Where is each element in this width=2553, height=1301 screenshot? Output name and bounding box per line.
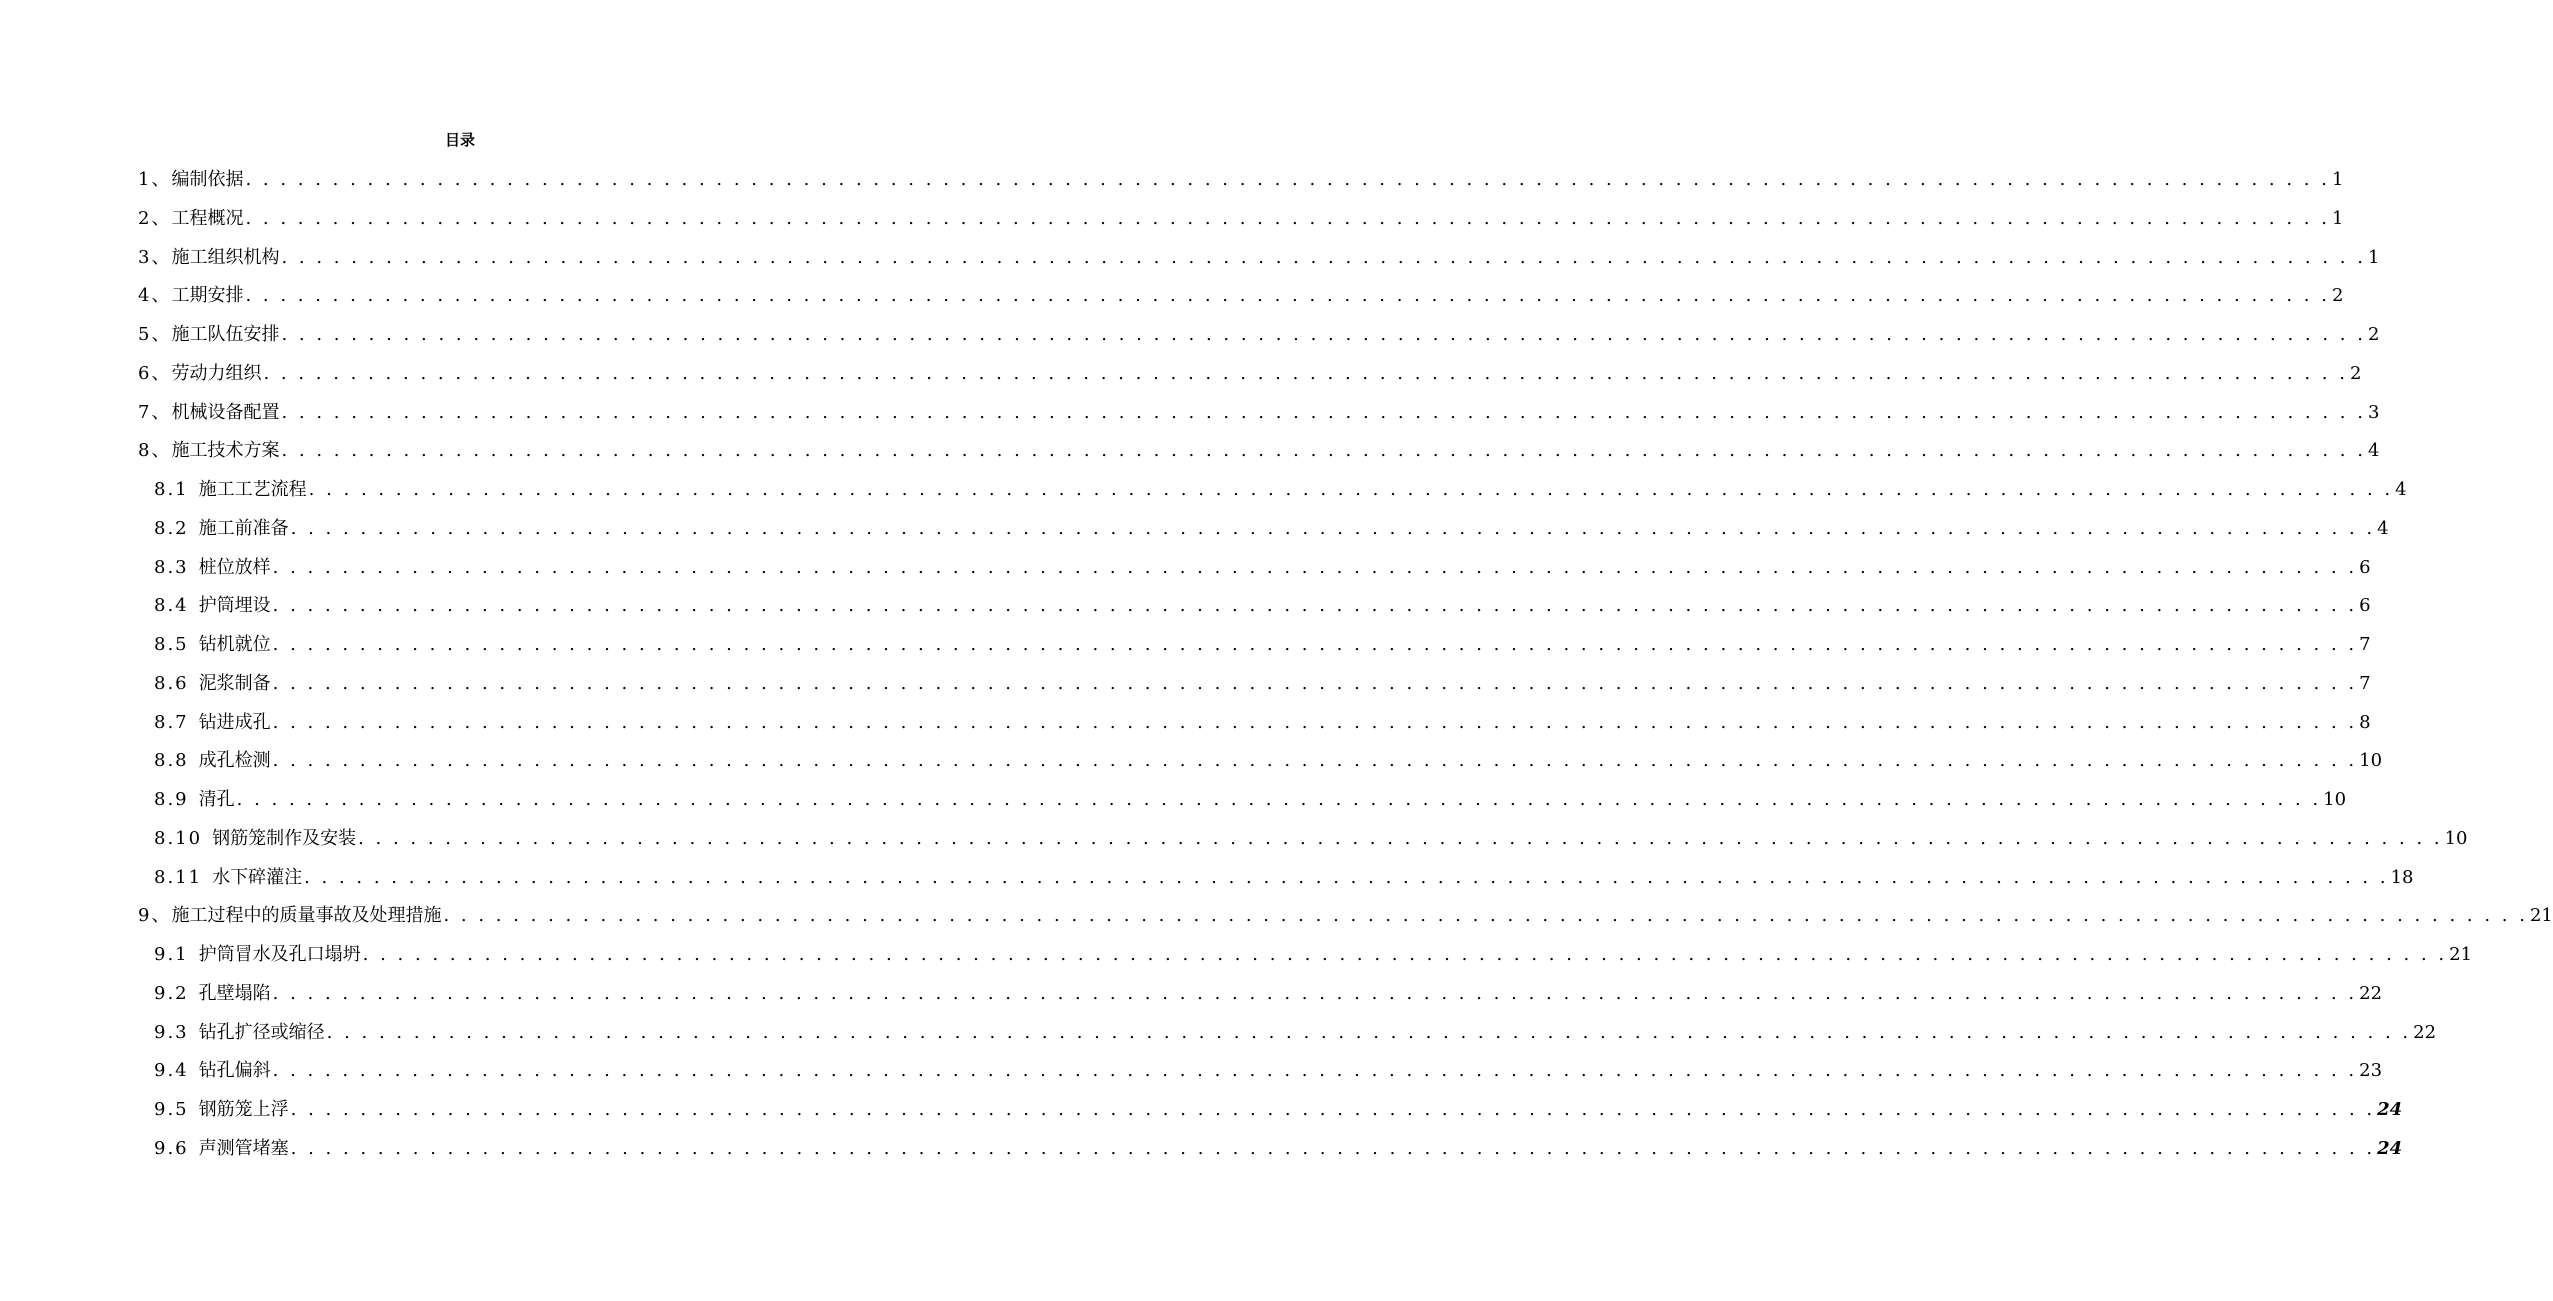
toc-dot-leader: . . . . . . . . . . . . . . . . . . . . . . . . . . . . . . . . . . . . . . . . . . . . . . . . . . . . . . . . . . . . . . . . . . . . . . . . . . . . . . . . . . . . . . . . . . . . . . . . . . . . . . . . . . . . . . . . . . . . . . . . xyxy=(272,982,2358,1004)
toc-entry-page-number: 10 xyxy=(2323,789,2347,810)
toc-entry-text: 桩位放样 xyxy=(198,556,271,578)
toc-dot-leader: . . . . . . . . . . . . . . . . . . . . . . . . . . . . . . . . . . . . . . . . . . . . . . . . . . . . . . . . . . . . . . . . . . . . . . . . . . . . . . . . . . . . . . . . . . . . . . . . . . . . . . . . . . . . . . . . . . . . . . . . xyxy=(304,866,2389,888)
toc-entry[interactable] xyxy=(138,476,2407,515)
toc-entry-number: 3、 xyxy=(138,246,172,268)
toc-entry-page-number: 4 xyxy=(2395,479,2407,500)
toc-entry[interactable] xyxy=(138,515,2389,554)
toc-entry-text: 成孔检测 xyxy=(198,750,271,772)
toc-entry-page-number: 7 xyxy=(2359,634,2371,655)
toc-entry-number: 4、 xyxy=(138,285,172,307)
toc-entry-page-number: 22 xyxy=(2359,982,2383,1004)
toc-entry-page-number: 23 xyxy=(2359,1060,2383,1082)
toc-entry[interactable] xyxy=(138,1057,2383,1096)
toc-entry[interactable] xyxy=(138,205,2344,244)
toc-entry[interactable] xyxy=(138,902,2553,941)
toc-entry-number: 9.3 xyxy=(154,1021,189,1043)
toc-entry-text: 施工工艺流程 xyxy=(198,479,307,500)
toc-entry-number: 8.7 xyxy=(154,711,189,733)
toc-entry[interactable] xyxy=(138,1135,2403,1174)
toc-entry-text: 施工前准备 xyxy=(198,517,289,539)
toc-entry-number: 8.5 xyxy=(154,634,189,655)
toc-dot-leader: . . . . . . . . . . . . . . . . . . . . . . . . . . . . . . . . . . . . . . . . . . . . . . . . . . . . . . . . . . . . . . . . . . . . . . . . . . . . . . . . . . . . . . . . . . . . . . . . . . . . . . . . . . . . . . . . . . . . . . . . xyxy=(290,517,2376,539)
toc-entry[interactable] xyxy=(138,980,2383,1019)
toc-entry[interactable] xyxy=(138,709,2371,748)
toc-dot-leader: . . . . . . . . . . . . . . . . . . . . . . . . . . . . . . . . . . . . . . . . . . . . . . . . . . . . . . . . . . . . . . . . . . . . . . . . . . . . . . . . . . . . . . . . . . . . . . . . . . . . . . . . . . . . . . . . . . . . . . . . xyxy=(272,595,2358,617)
toc-entry[interactable] xyxy=(138,321,2380,360)
toc-dot-leader: . . . . . . . . . . . . . . . . . . . . . . . . . . . . . . . . . . . . . . . . . . . . . . . . . . . . . . . . . . . . . . . . . . . . . . . . . . . . . . . . . . . . . . . . . . . . . . . . . . . . . . . . . . . . . . . . . . . . . . . . xyxy=(272,672,2358,694)
toc-entry[interactable] xyxy=(138,282,2344,321)
toc-entry-number: 8.6 xyxy=(154,672,189,694)
toc-entry-number: 2、 xyxy=(138,207,172,229)
toc-entry-text: 护筒冒水及孔口塌坍 xyxy=(198,944,361,965)
toc-dot-leader: . . . . . . . . . . . . . . . . . . . . . . . . . . . . . . . . . . . . . . . . . . . . . . . . . . . . . . . . . . . . . . . . . . . . . . . . . . . . . . . . . . . . . . . . . . . . . . . . . . . . . . . . . . . . . . . . . . . . . . . . xyxy=(290,1099,2376,1120)
toc-entry-page-number: 4 xyxy=(2377,517,2389,539)
toc-entry[interactable] xyxy=(138,1019,2437,1058)
toc-dot-leader: . . . . . . . . . . . . . . . . . . . . . . . . . . . . . . . . . . . . . . . . . . . . . . . . . . . . . . . . . . . . . . . . . . . . . . . . . . . . . . . . . . . . . . . . . . . . . . . . . . . . . . . . . . . . . . . . . . . . . . . . xyxy=(236,789,2322,810)
toc-entry-page-number: 4 xyxy=(2367,440,2380,462)
toc-list xyxy=(138,166,2553,1174)
toc-entry-number: 9.5 xyxy=(154,1099,189,1120)
toc-dot-leader: . . . . . . . . . . . . . . . . . . . . . . . . . . . . . . . . . . . . . . . . . . . . . . . . . . . . . . . . . . . . . . . . . . . . . . . . . . . . . . . . . . . . . . . . . . . . . . . . . . . . . . . . . . . . . . . . . . . . . . . . xyxy=(245,207,2330,229)
toc-entry-number: 8.11 xyxy=(154,866,203,888)
toc-dot-leader: . . . . . . . . . . . . . . . . . . . . . . . . . . . . . . . . . . . . . . . . . . . . . . . . . . . . . . . . . . . . . . . . . . . . . . . . . . . . . . . . . . . . . . . . . . . . . . . . . . . . . . . . . . . . . . . . . . . . . . . . xyxy=(362,944,2448,965)
toc-entry-text: 施工组织机构 xyxy=(171,246,280,268)
toc-entry-page-number: 8 xyxy=(2359,711,2371,733)
toc-entry-page-number: 6 xyxy=(2359,595,2371,617)
toc-entry-page-number: 18 xyxy=(2390,866,2414,888)
toc-entry-number: 8、 xyxy=(138,440,172,462)
toc-entry-text: 钻孔偏斜 xyxy=(198,1060,271,1082)
toc-entry-number: 6、 xyxy=(138,362,172,384)
toc-entry-number: 1、 xyxy=(138,169,172,190)
toc-entry[interactable] xyxy=(138,747,2383,786)
toc-entry-number: 9.1 xyxy=(154,944,189,965)
toc-entry-page-number: 6 xyxy=(2359,556,2371,578)
toc-entry[interactable] xyxy=(138,825,2468,864)
toc-entry-number: 8.3 xyxy=(154,556,189,578)
toc-entry[interactable] xyxy=(138,670,2371,709)
toc-entry-text: 钻孔扩径或缩径 xyxy=(198,1021,325,1043)
toc-entry[interactable] xyxy=(138,786,2347,825)
toc-entry-text: 钢筋笼制作及安装 xyxy=(212,827,357,849)
toc-dot-leader: . . . . . . . . . . . . . . . . . . . . . . . . . . . . . . . . . . . . . . . . . . . . . . . . . . . . . . . . . . . . . . . . . . . . . . . . . . . . . . . . . . . . . . . . . . . . . . . . . . . . . . . . . . . . . . . . . . . . . . . . xyxy=(281,246,2366,268)
toc-dot-leader: . . . . . . . . . . . . . . . . . . . . . . . . . . . . . . . . . . . . . . . . . . . . . . . . . . . . . . . . . . . . . . . . . . . . . . . . . . . . . . . . . . . . . . . . . . . . . . . . . . . . . . . . . . . . . . . . . . . . . . . . xyxy=(245,169,2330,190)
toc-entry-page-number: 2 xyxy=(2331,285,2344,307)
toc-entry-text: 施工技术方案 xyxy=(171,440,280,462)
toc-entry-text: 工期安排 xyxy=(171,285,244,307)
toc-dot-leader: . . . . . . . . . . . . . . . . . . . . . . . . . . . . . . . . . . . . . . . . . . . . . . . . . . . . . . . . . . . . . . . . . . . . . . . . . . . . . . . . . . . . . . . . . . . . . . . . . . . . . . . . . . . . . . . . . . . . . . . . xyxy=(272,556,2358,578)
toc-entry-page-number: 22 xyxy=(2413,1021,2437,1043)
toc-entry-text: 泥浆制备 xyxy=(198,672,271,694)
toc-entry-text: 劳动力组织 xyxy=(171,362,262,384)
toc-dot-leader: . . . . . . . . . . . . . . . . . . . . . . . . . . . . . . . . . . . . . . . . . . . . . . . . . . . . . . . . . . . . . . . . . . . . . . . . . . . . . . . . . . . . . . . . . . . . . . . . . . . . . . . . . . . . . . . . . . . . . . . . xyxy=(272,750,2358,772)
toc-entry[interactable] xyxy=(138,1096,2403,1135)
toc-entry-text: 机械设备配置 xyxy=(171,401,280,423)
toc-entry-page-number: 10 xyxy=(2359,750,2383,772)
toc-entry-text: 水下碎灌注 xyxy=(212,866,303,888)
toc-entry-page-number: 24 xyxy=(2377,1137,2403,1159)
toc-entry-number: 5、 xyxy=(138,324,172,345)
toc-entry[interactable] xyxy=(138,399,2380,438)
toc-dot-leader: . . . . . . . . . . . . . . . . . . . . . . . . . . . . . . . . . . . . . . . . . . . . . . . . . . . . . . . . . . . . . . . . . . . . . . . . . . . . . . . . . . . . . . . . . . . . . . . . . . . . . . . . . . . . . . . . . . . . . . . . xyxy=(245,285,2330,307)
toc-entry-number: 8.4 xyxy=(154,595,189,617)
toc-entry-number: 8.10 xyxy=(154,827,203,849)
toc-entry-page-number: 24 xyxy=(2377,1099,2403,1120)
toc-entry-text: 施工过程中的质量事故及处理措施 xyxy=(171,905,442,927)
toc-dot-leader: . . . . . . . . . . . . . . . . . . . . . . . . . . . . . . . . . . . . . . . . . . . . . . . . . . . . . . . . . . . . . . . . . . . . . . . . . . . . . . . . . . . . . . . . . . . . . . . . . . . . . . . . . . . . . . . . . . . . . . . . xyxy=(272,634,2358,655)
toc-dot-leader: . . . . . . . . . . . . . . . . . . . . . . . . . . . . . . . . . . . . . . . . . . . . . . . . . . . . . . . . . . . . . . . . . . . . . . . . . . . . . . . . . . . . . . . . . . . . . . . . . . . . . . . . . . . . . . . . . . . . . . . . xyxy=(443,905,2528,927)
toc-title: 目录 xyxy=(444,131,475,149)
toc-entry-text: 孔壁塌陷 xyxy=(198,982,271,1004)
toc-entry[interactable] xyxy=(138,941,2473,980)
toc-entry-page-number: 2 xyxy=(2349,362,2362,384)
toc-entry-number: 9、 xyxy=(138,905,172,927)
toc-entry[interactable] xyxy=(138,554,2371,593)
toc-entry-page-number: 21 xyxy=(2529,905,2553,927)
toc-entry-text: 工程概况 xyxy=(171,207,244,229)
toc-entry[interactable] xyxy=(138,244,2380,283)
toc-entry-page-number: 21 xyxy=(2449,944,2473,965)
toc-entry-number: 8.8 xyxy=(154,750,189,772)
toc-entry-number: 8.1 xyxy=(154,479,189,500)
toc-dot-leader: . . . . . . . . . . . . . . . . . . . . . . . . . . . . . . . . . . . . . . . . . . . . . . . . . . . . . . . . . . . . . . . . . . . . . . . . . . . . . . . . . . . . . . . . . . . . . . . . . . . . . . . . . . . . . . . . . . . . . . . . xyxy=(358,827,2443,849)
toc-entry-number: 9.2 xyxy=(154,982,189,1004)
toc-entry[interactable] xyxy=(138,864,2414,903)
toc-entry-text: 施工队伍安排 xyxy=(171,324,280,345)
toc-entry-text: 护筒埋设 xyxy=(198,595,271,617)
toc-dot-leader: . . . . . . . . . . . . . . . . . . . . . . . . . . . . . . . . . . . . . . . . . . . . . . . . . . . . . . . . . . . . . . . . . . . . . . . . . . . . . . . . . . . . . . . . . . . . . . . . . . . . . . . . . . . . . . . . . . . . . . . . xyxy=(272,1060,2358,1082)
toc-entry[interactable] xyxy=(138,437,2380,476)
toc-dot-leader: . . . . . . . . . . . . . . . . . . . . . . . . . . . . . . . . . . . . . . . . . . . . . . . . . . . . . . . . . . . . . . . . . . . . . . . . . . . . . . . . . . . . . . . . . . . . . . . . . . . . . . . . . . . . . . . . . . . . . . . . xyxy=(308,479,2394,500)
toc-entry-page-number: 7 xyxy=(2359,672,2371,694)
toc-entry-number: 8.2 xyxy=(154,517,189,539)
toc-dot-leader: . . . . . . . . . . . . . . . . . . . . . . . . . . . . . . . . . . . . . . . . . . . . . . . . . . . . . . . . . . . . . . . . . . . . . . . . . . . . . . . . . . . . . . . . . . . . . . . . . . . . . . . . . . . . . . . . . . . . . . . . xyxy=(263,362,2348,384)
toc-dot-leader: . . . . . . . . . . . . . . . . . . . . . . . . . . . . . . . . . . . . . . . . . . . . . . . . . . . . . . . . . . . . . . . . . . . . . . . . . . . . . . . . . . . . . . . . . . . . . . . . . . . . . . . . . . . . . . . . . . . . . . . . xyxy=(272,711,2358,733)
toc-entry-number: 9.6 xyxy=(154,1137,189,1159)
toc-dot-leader: . . . . . . . . . . . . . . . . . . . . . . . . . . . . . . . . . . . . . . . . . . . . . . . . . . . . . . . . . . . . . . . . . . . . . . . . . . . . . . . . . . . . . . . . . . . . . . . . . . . . . . . . . . . . . . . . . . . . . . . . xyxy=(281,401,2366,423)
toc-entry[interactable] xyxy=(138,592,2371,631)
toc-entry-number: 8.9 xyxy=(154,789,189,810)
toc-entry-text: 钢筋笼上浮 xyxy=(198,1099,289,1120)
toc-entry-text: 声测管堵塞 xyxy=(198,1137,289,1159)
toc-dot-leader: . . . . . . . . . . . . . . . . . . . . . . . . . . . . . . . . . . . . . . . . . . . . . . . . . . . . . . . . . . . . . . . . . . . . . . . . . . . . . . . . . . . . . . . . . . . . . . . . . . . . . . . . . . . . . . . . . . . . . . . . xyxy=(290,1137,2376,1159)
toc-entry-page-number: 3 xyxy=(2367,401,2380,423)
toc-entry-page-number: 10 xyxy=(2444,827,2468,849)
toc-entry-page-number: 1 xyxy=(2367,246,2380,268)
toc-dot-leader: . . . . . . . . . . . . . . . . . . . . . . . . . . . . . . . . . . . . . . . . . . . . . . . . . . . . . . . . . . . . . . . . . . . . . . . . . . . . . . . . . . . . . . . . . . . . . . . . . . . . . . . . . . . . . . . . . . . . . . . . xyxy=(326,1021,2412,1043)
toc-entry-page-number: 2 xyxy=(2367,324,2380,345)
toc-entry-text: 编制依据 xyxy=(171,169,244,190)
toc-entry[interactable] xyxy=(138,360,2362,399)
toc-entry-page-number: 1 xyxy=(2331,207,2344,229)
toc-dot-leader: . . . . . . . . . . . . . . . . . . . . . . . . . . . . . . . . . . . . . . . . . . . . . . . . . . . . . . . . . . . . . . . . . . . . . . . . . . . . . . . . . . . . . . . . . . . . . . . . . . . . . . . . . . . . . . . . . . . . . . . . xyxy=(281,440,2366,462)
toc-dot-leader: . . . . . . . . . . . . . . . . . . . . . . . . . . . . . . . . . . . . . . . . . . . . . . . . . . . . . . . . . . . . . . . . . . . . . . . . . . . . . . . . . . . . . . . . . . . . . . . . . . . . . . . . . . . . . . . . . . . . . . . . xyxy=(281,324,2366,345)
toc-entry[interactable] xyxy=(138,631,2371,670)
toc-entry-text: 钻进成孔 xyxy=(198,711,271,733)
toc-entry-number: 7、 xyxy=(138,401,172,423)
toc-entry[interactable] xyxy=(138,166,2344,205)
toc-entry-page-number: 1 xyxy=(2331,169,2344,190)
toc-entry-text: 清孔 xyxy=(198,789,235,810)
toc-entry-text: 钻机就位 xyxy=(198,634,271,655)
toc-entry-number: 9.4 xyxy=(154,1060,189,1082)
